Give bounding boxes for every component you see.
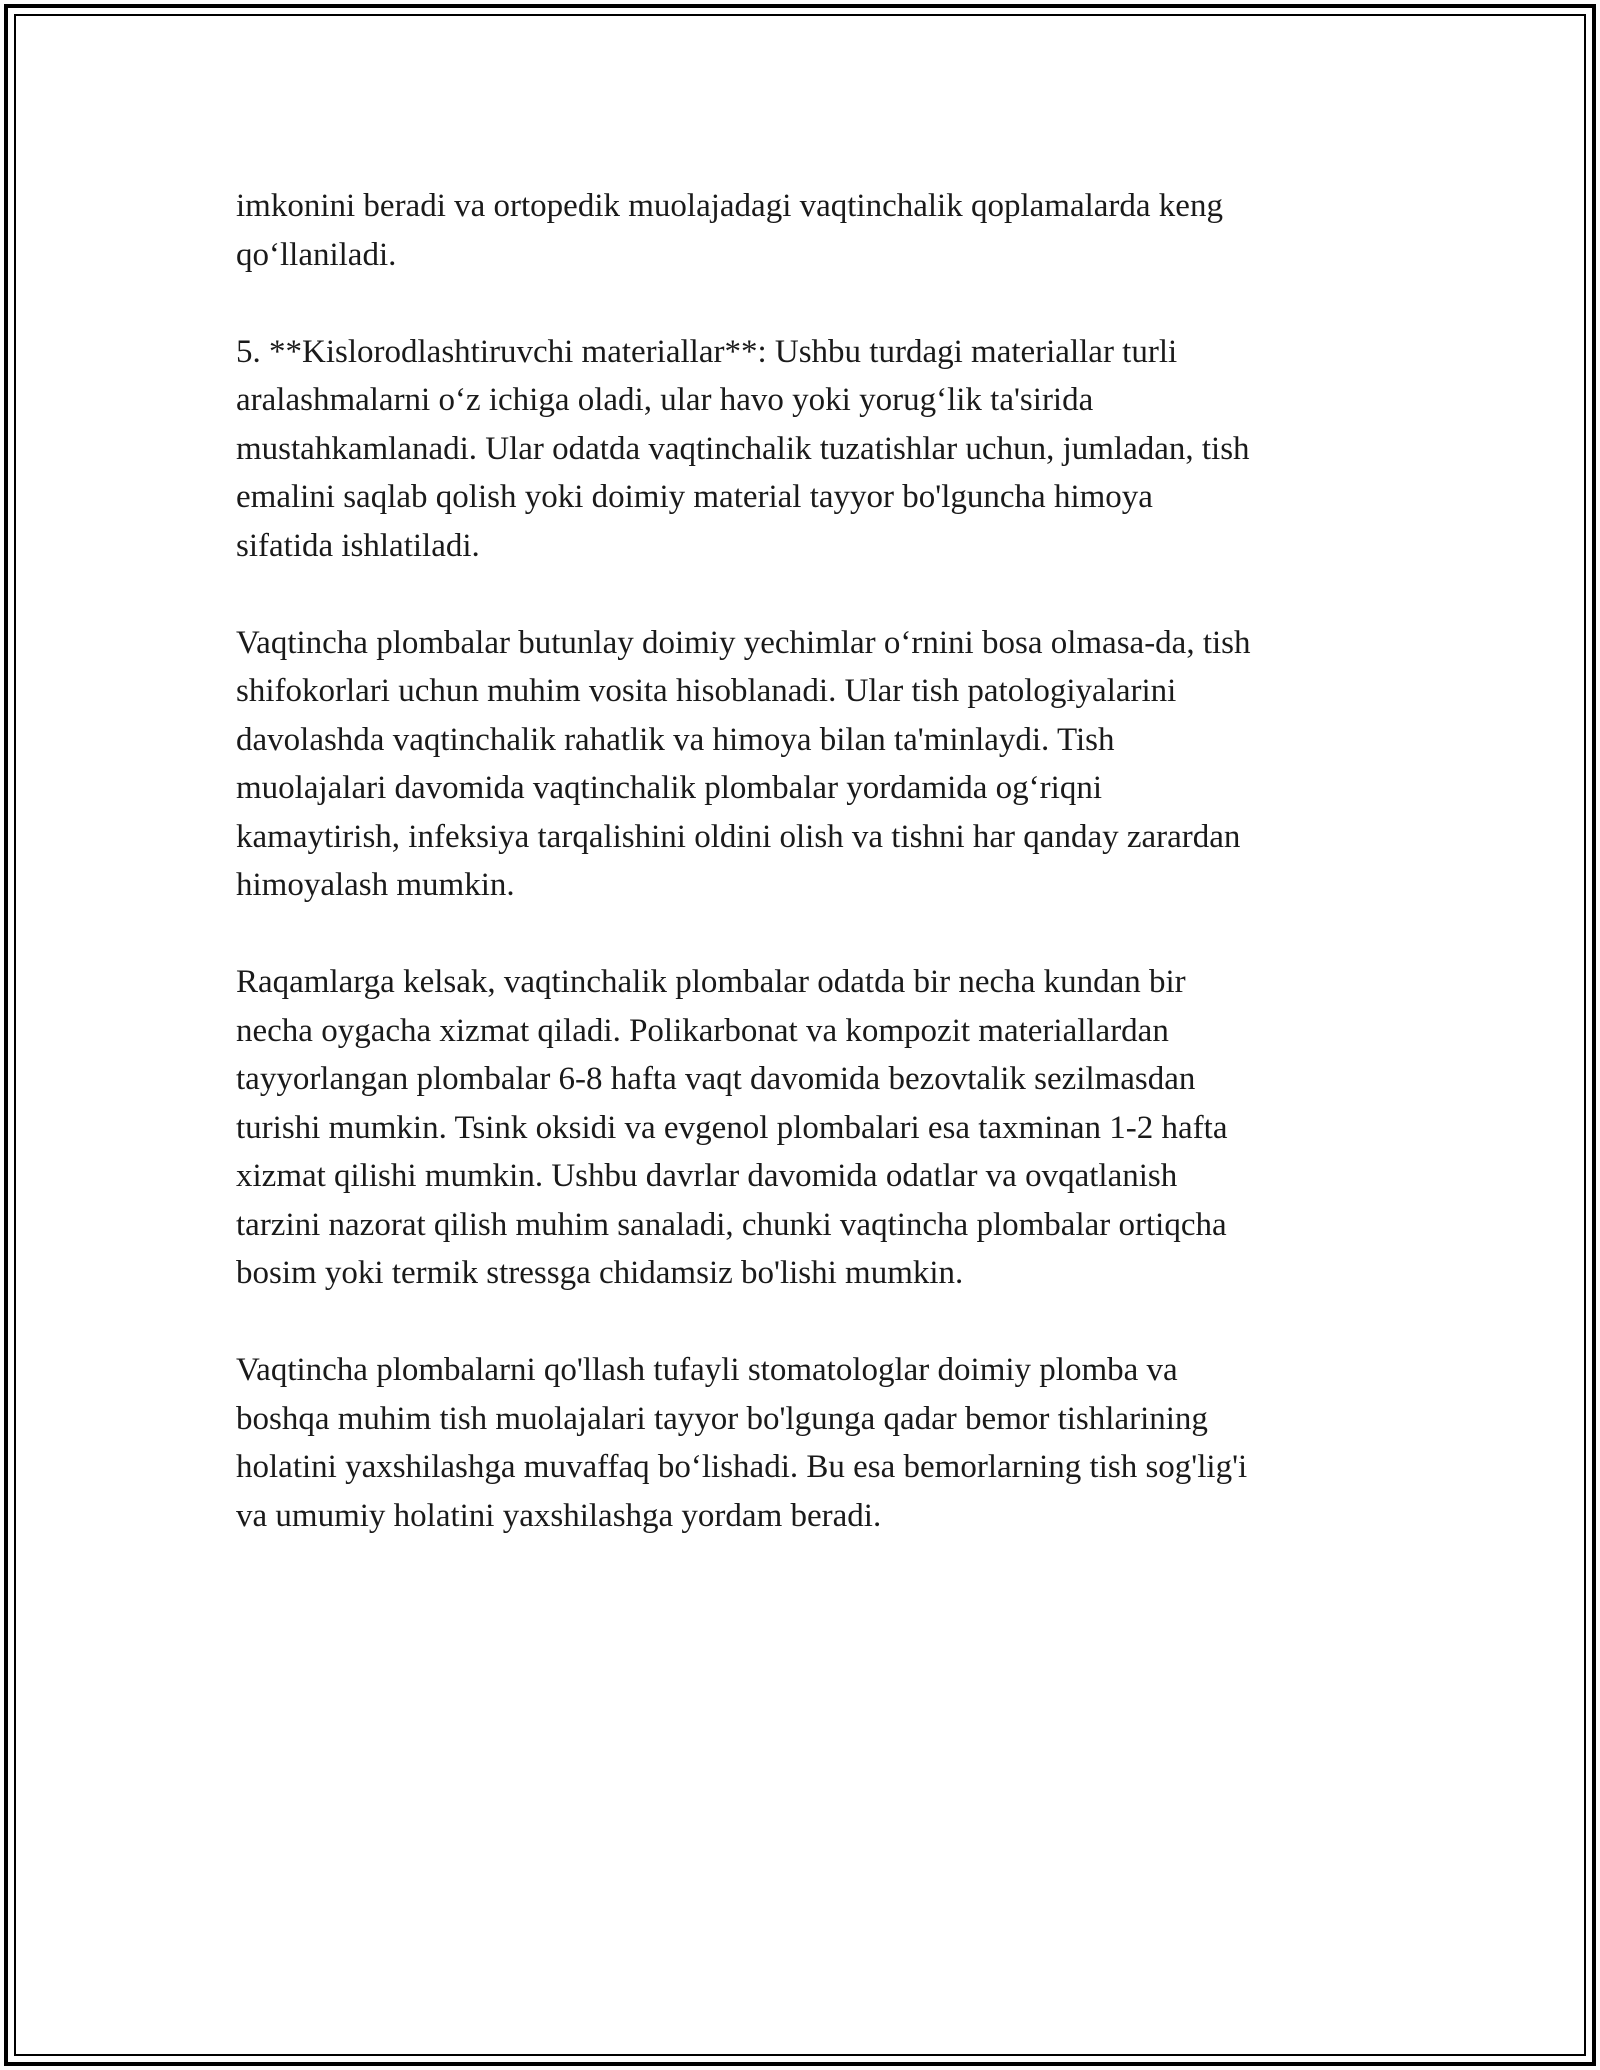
paragraph-continuation: imkonini beradi va ortopedik muolajadagi vaqtinchalik qoplamalarda keng qo‘llaniladi. — [236, 188, 1223, 273]
document-body — [236, 182, 1376, 1589]
paragraph-durations: Raqamlarga kelsak, vaqtinchalik plombalar odatda bir necha kundan bir necha oygacha xizmat qiladi. Polikarbonat va kompozit materiallardan tayyorlangan plombalar 6-8 hafta vaqt davomida bezovtalik sezilmasdan turishi mumkin. Tsink oksidi va evgenol plombalari esa taxminan 1-2 hafta xizmat qilishi mumkin. Ushbu davrlar davomida odatlar va ovqatlanish tarzini nazorat qilish muhim sanaladi, chunki vaqtincha plombalar ortiqcha bosim yoki termik stressga chidamsiz bo'lishi mumkin. — [236, 964, 1228, 1291]
paragraph-oxidizing-materials: 5. **Kislorodlashtiruvchi materiallar**: Ushbu turdagi materiallar turli aralashmalarni o‘z ichiga oladi, ular havo yoki yorug‘lik ta'sirida mustahkamlanadi. Ular odatda vaqtinchalik tuzatishlar uchun, jumladan, tish emalini saqlab qolish yoki doimiy material tayyor bo'lguncha himoya sifatida ishlatiladi. — [236, 333, 1250, 564]
paragraph-temporary-fillings-importance: Vaqtincha plombalar butunlay doimiy yechimlar o‘rnini bosa olmasa-da, tish shifokorlari uchun muhim vosita hisoblanadi. Ular tish patologiyalarini davolashda vaqtinchalik rahatlik va himoya bilan ta'minlaydi. Tish muolajalari davomida vaqtinchalik plombalar yordamida og‘riqni kamaytirish, infeksiya tarqalishini oldini olish va tishni har qanday zarardan himoyalash mumkin. — [236, 624, 1251, 903]
paragraph-conclusion: Vaqtincha plombalarni qo'llash tufayli stomatologlar doimiy plomba va boshqa muhim tish muolajalari tayyor bo'lgunga qadar bemor tishlarining holatini yaxshilashga muvaffaq bo‘lishadi. Bu esa bemorlarning tish sog'lig'i va umumiy holatini yaxshilashga yordam beradi. — [236, 1352, 1248, 1534]
